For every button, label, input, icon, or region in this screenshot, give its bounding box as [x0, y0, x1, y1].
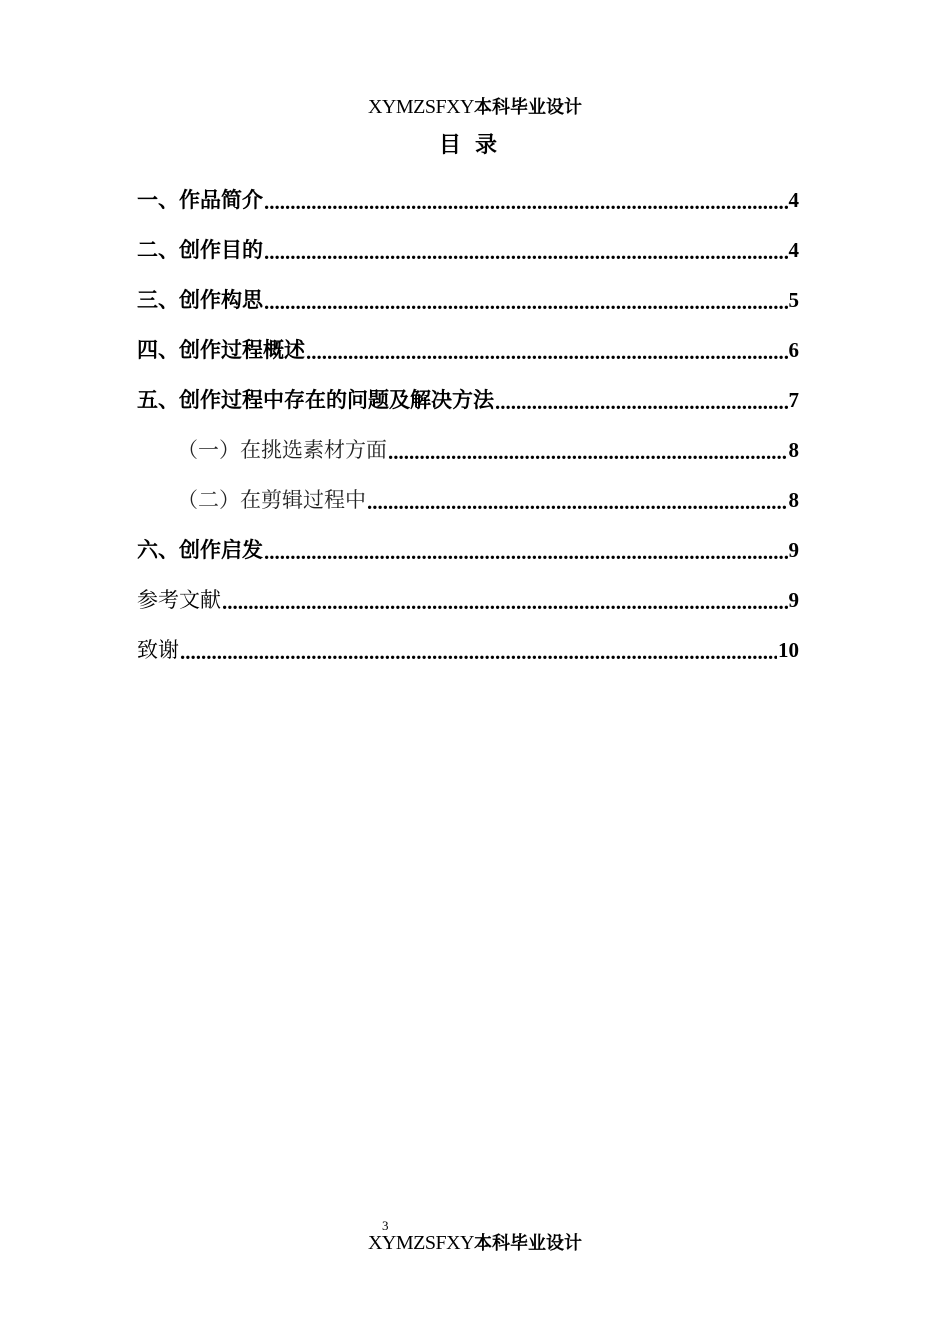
toc-entry-page: 7: [788, 388, 799, 412]
toc-leader-dots: [264, 238, 788, 266]
toc-entry-page: 9: [788, 588, 799, 612]
page-header: [0, 92, 950, 122]
toc-entry-label: 二、创作目的: [137, 238, 263, 262]
toc-leader-dots: [264, 288, 788, 316]
toc-entry[interactable]: [137, 275, 799, 325]
toc-entry-page: 5: [788, 288, 799, 312]
toc-entry-label: （一）在挑选素材方面: [177, 438, 387, 462]
page-footer: [0, 1228, 950, 1258]
page-number: 3: [382, 1218, 389, 1233]
toc-entry-page: 8: [788, 488, 799, 512]
toc-leader-dots: [264, 188, 788, 216]
toc-leader-dots: [180, 638, 777, 666]
toc-entry-label: （二）在剪辑过程中: [177, 488, 366, 512]
header-latin: XYMZSFXY: [367, 96, 475, 118]
toc-entry[interactable]: [137, 575, 799, 625]
toc-entry[interactable]: [137, 375, 799, 425]
toc-leader-dots: [264, 538, 788, 566]
toc-entry-page: 10: [778, 638, 799, 662]
toc-entry-label: 六、创作启发: [137, 538, 263, 562]
table-of-contents: [137, 175, 799, 675]
toc-entry[interactable]: [137, 525, 799, 575]
toc-entry-label: 致谢: [137, 638, 179, 662]
toc-entry-label: 四、创作过程概述: [137, 338, 305, 362]
toc-title: 目录: [438, 133, 511, 158]
footer-chinese: 本科毕业设计: [474, 1233, 583, 1254]
toc-entry[interactable]: [137, 625, 799, 675]
toc-entry-page: 6: [788, 338, 799, 362]
toc-leader-dots: [222, 588, 788, 616]
toc-entry-label: 五、创作过程中存在的问题及解决方法: [137, 388, 494, 412]
toc-entry-page: 4: [788, 188, 799, 212]
toc-leader-dots: [495, 388, 788, 416]
toc-entry[interactable]: [137, 325, 799, 375]
toc-subentry[interactable]: [137, 425, 799, 475]
toc-entry-page: 4: [788, 238, 799, 262]
toc-entry-label: 三、创作构思: [137, 288, 263, 312]
toc-entry-page: 9: [788, 538, 799, 562]
toc-entry[interactable]: [137, 225, 799, 275]
toc-leader-dots: [367, 488, 788, 516]
toc-entry-label: 一、作品简介: [137, 188, 263, 212]
toc-leader-dots: [388, 438, 788, 466]
toc-leader-dots: [306, 338, 788, 366]
toc-entry[interactable]: [137, 175, 799, 225]
toc-subentry[interactable]: [137, 475, 799, 525]
toc-entry-page: 8: [788, 438, 799, 462]
footer-latin: XYMZSFXY: [367, 1232, 475, 1254]
toc-entry-label: 参考文献: [137, 588, 221, 612]
header-chinese: 本科毕业设计: [474, 97, 583, 118]
